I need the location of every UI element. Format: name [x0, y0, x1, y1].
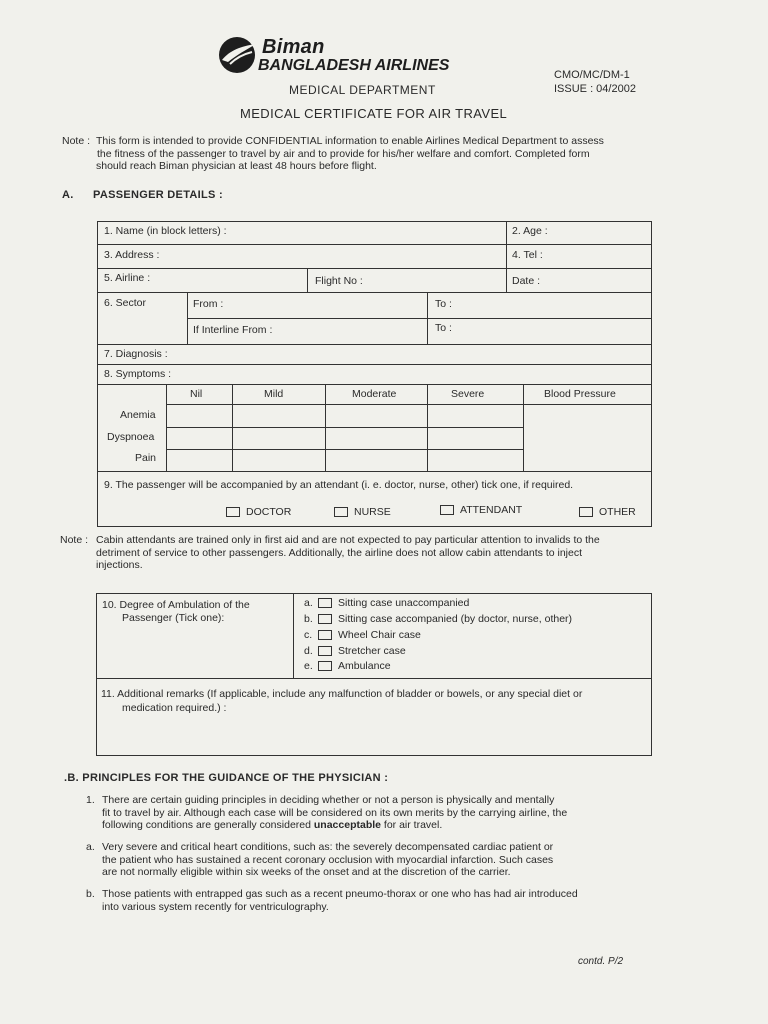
checkbox-a[interactable] — [318, 598, 332, 608]
para-line: Very severe and critical heart conditions, such as: the severely decompensated cardiac patient or — [102, 841, 554, 853]
col-mild: Mild — [264, 388, 284, 400]
para-line: fit to travel by air. Although each case will be considered on its own merits by the carrying airline, the — [102, 806, 568, 819]
section-a-title: PASSENGER DETAILS : — [93, 189, 223, 201]
ambulation-option-a[interactable] — [304, 597, 469, 609]
document-reference — [554, 68, 636, 96]
col-nil: Nil — [190, 388, 203, 400]
symptoms-label: 8. Symptoms : — [104, 368, 172, 380]
option-other[interactable] — [579, 506, 636, 518]
option-text: Sitting case accompanied (by doctor, nurse, other) — [338, 613, 573, 625]
checkbox-d[interactable] — [318, 646, 332, 656]
diagnosis-label: 7. Diagnosis : — [104, 348, 168, 360]
col-severe: Severe — [451, 388, 485, 400]
option-text: Sitting case unaccompanied — [338, 597, 470, 609]
para-line: There are certain guiding principles in deciding whether or not a person is physically and mentally — [102, 794, 555, 806]
from-label: From : — [193, 298, 224, 310]
department: MEDICAL DEPARTMENT — [289, 83, 436, 97]
principle-1-number: 1. — [86, 794, 95, 806]
note-text — [96, 135, 656, 173]
checkbox-c[interactable] — [318, 630, 332, 640]
interline-to-label: To : — [435, 322, 452, 334]
row-pain: Pain — [135, 452, 157, 464]
para-text: following conditions are generally considered — [102, 819, 314, 831]
note-line: the fitness of the passenger to travel by air and to provide for his/her welfare and comfort. Completed form — [97, 147, 590, 160]
para-text: for air travel. — [381, 819, 443, 831]
principle-b-text — [102, 888, 662, 913]
brand-name: Biman — [262, 36, 325, 58]
flight-no-label: Flight No : — [315, 275, 363, 287]
airline-label: 5. Airline : — [104, 272, 151, 284]
sector-label: 6. Sector — [104, 297, 147, 309]
para-line: are not normally eligible within six weeks of the onset and at the discretion of the carrier. — [102, 866, 511, 878]
page-title: MEDICAL CERTIFICATE FOR AIR TRAVEL — [240, 106, 508, 121]
note-line: injections. — [96, 559, 143, 571]
biman-logo-icon — [216, 34, 260, 74]
remarks-label-2: medication required.) : — [122, 702, 227, 714]
option-label: OTHER — [599, 506, 636, 518]
continued-note: contd. P/2 — [578, 956, 624, 967]
checkbox-nurse[interactable] — [334, 507, 348, 517]
ambulation-option-c[interactable] — [304, 629, 421, 641]
ambulation-label-2: Passenger (Tick one): — [122, 612, 225, 624]
option-text: Stretcher case — [338, 645, 406, 657]
para-emphasis: unacceptable — [313, 819, 381, 831]
doc-issue: ISSUE : 04/2002 — [554, 83, 636, 95]
ambulation-option-b[interactable] — [304, 613, 572, 625]
para-line: Those patients with entrapped gas such as a recent pneumo-thorax or one who has had air introduced — [102, 888, 578, 900]
section-a-letter: A. — [62, 189, 74, 201]
ambulation-option-e[interactable] — [304, 660, 391, 672]
row-anemia: Anemia — [120, 409, 156, 421]
option-label: ATTENDANT — [460, 504, 523, 516]
checkbox-attendant[interactable] — [440, 505, 454, 515]
checkbox-e[interactable] — [318, 661, 332, 671]
para-line: the patient who has sustained a recent coronary occlusion with myocardial infarction. Such cases — [102, 853, 554, 866]
doc-code: CMO/MC/DM-1 — [554, 69, 630, 81]
interline-from-label: If Interline From : — [193, 324, 273, 336]
option-nurse[interactable] — [334, 506, 391, 518]
option-letter: a. — [304, 597, 313, 609]
to-label: To : — [435, 298, 452, 310]
note-line: detriment of service to other passengers. Additionally, the airline does not allow cabin attendants to inject — [96, 546, 583, 559]
col-moderate: Moderate — [352, 388, 397, 400]
option-label: NURSE — [354, 506, 391, 518]
note2-label: Note : — [60, 534, 89, 546]
principle-b-letter: b. — [86, 888, 95, 900]
para-line: into various system recently for ventriculography. — [102, 900, 329, 913]
ambulation-label: 10. Degree of Ambulation of the — [102, 599, 250, 611]
note-line: This form is intended to provide CONFIDENTIAL information to enable Airlines Medical Department to assess — [96, 135, 604, 147]
col-blood-pressure: Blood Pressure — [544, 388, 616, 400]
option-letter: b. — [304, 613, 313, 625]
checkbox-b[interactable] — [318, 614, 332, 624]
option-letter: d. — [304, 645, 313, 657]
principle-a-letter: a. — [86, 841, 95, 853]
row-dyspnoea: Dyspnoea — [107, 431, 155, 443]
option-doctor[interactable] — [226, 506, 291, 518]
option-letter: c. — [304, 629, 313, 641]
option-attendant[interactable] — [440, 504, 522, 516]
checkbox-doctor[interactable] — [226, 507, 240, 517]
note-line: Cabin attendants are trained only in first aid and are not expected to pay particular attention to invalids to the — [96, 534, 600, 546]
ambulation-option-d[interactable] — [304, 645, 406, 657]
address-label: 3. Address : — [104, 249, 160, 261]
option-letter: e. — [304, 660, 313, 672]
name-label: 1. Name (in block letters) : — [104, 225, 227, 237]
attendant-question: 9. The passenger will be accompanied by an attendant (i. e. doctor, nurse, other) tick one, if required. — [104, 479, 574, 491]
note-line: should reach Biman physician at least 48 hours before flight. — [96, 160, 377, 172]
brand-subtitle: BANGLADESH AIRLINES — [258, 57, 450, 74]
note2-text — [96, 534, 656, 572]
date-label: Date : — [512, 275, 541, 287]
option-text: Wheel Chair case — [338, 629, 421, 641]
option-text: Ambulance — [338, 660, 391, 672]
checkbox-other[interactable] — [579, 507, 593, 517]
option-label: DOCTOR — [246, 506, 292, 518]
section-b-title: .B. PRINCIPLES FOR THE GUIDANCE OF THE PHYSICIAN : — [64, 772, 389, 784]
remarks-label: 11. Additional remarks (If applicable, include any malfunction of bladder or bowels, or any special diet or — [101, 688, 583, 700]
age-label: 2. Age : — [512, 225, 548, 237]
principle-a-text — [102, 841, 662, 879]
para-line — [102, 819, 662, 832]
note-label: Note : — [62, 135, 91, 147]
principle-1-text — [102, 794, 662, 832]
tel-label: 4. Tel : — [512, 249, 543, 261]
